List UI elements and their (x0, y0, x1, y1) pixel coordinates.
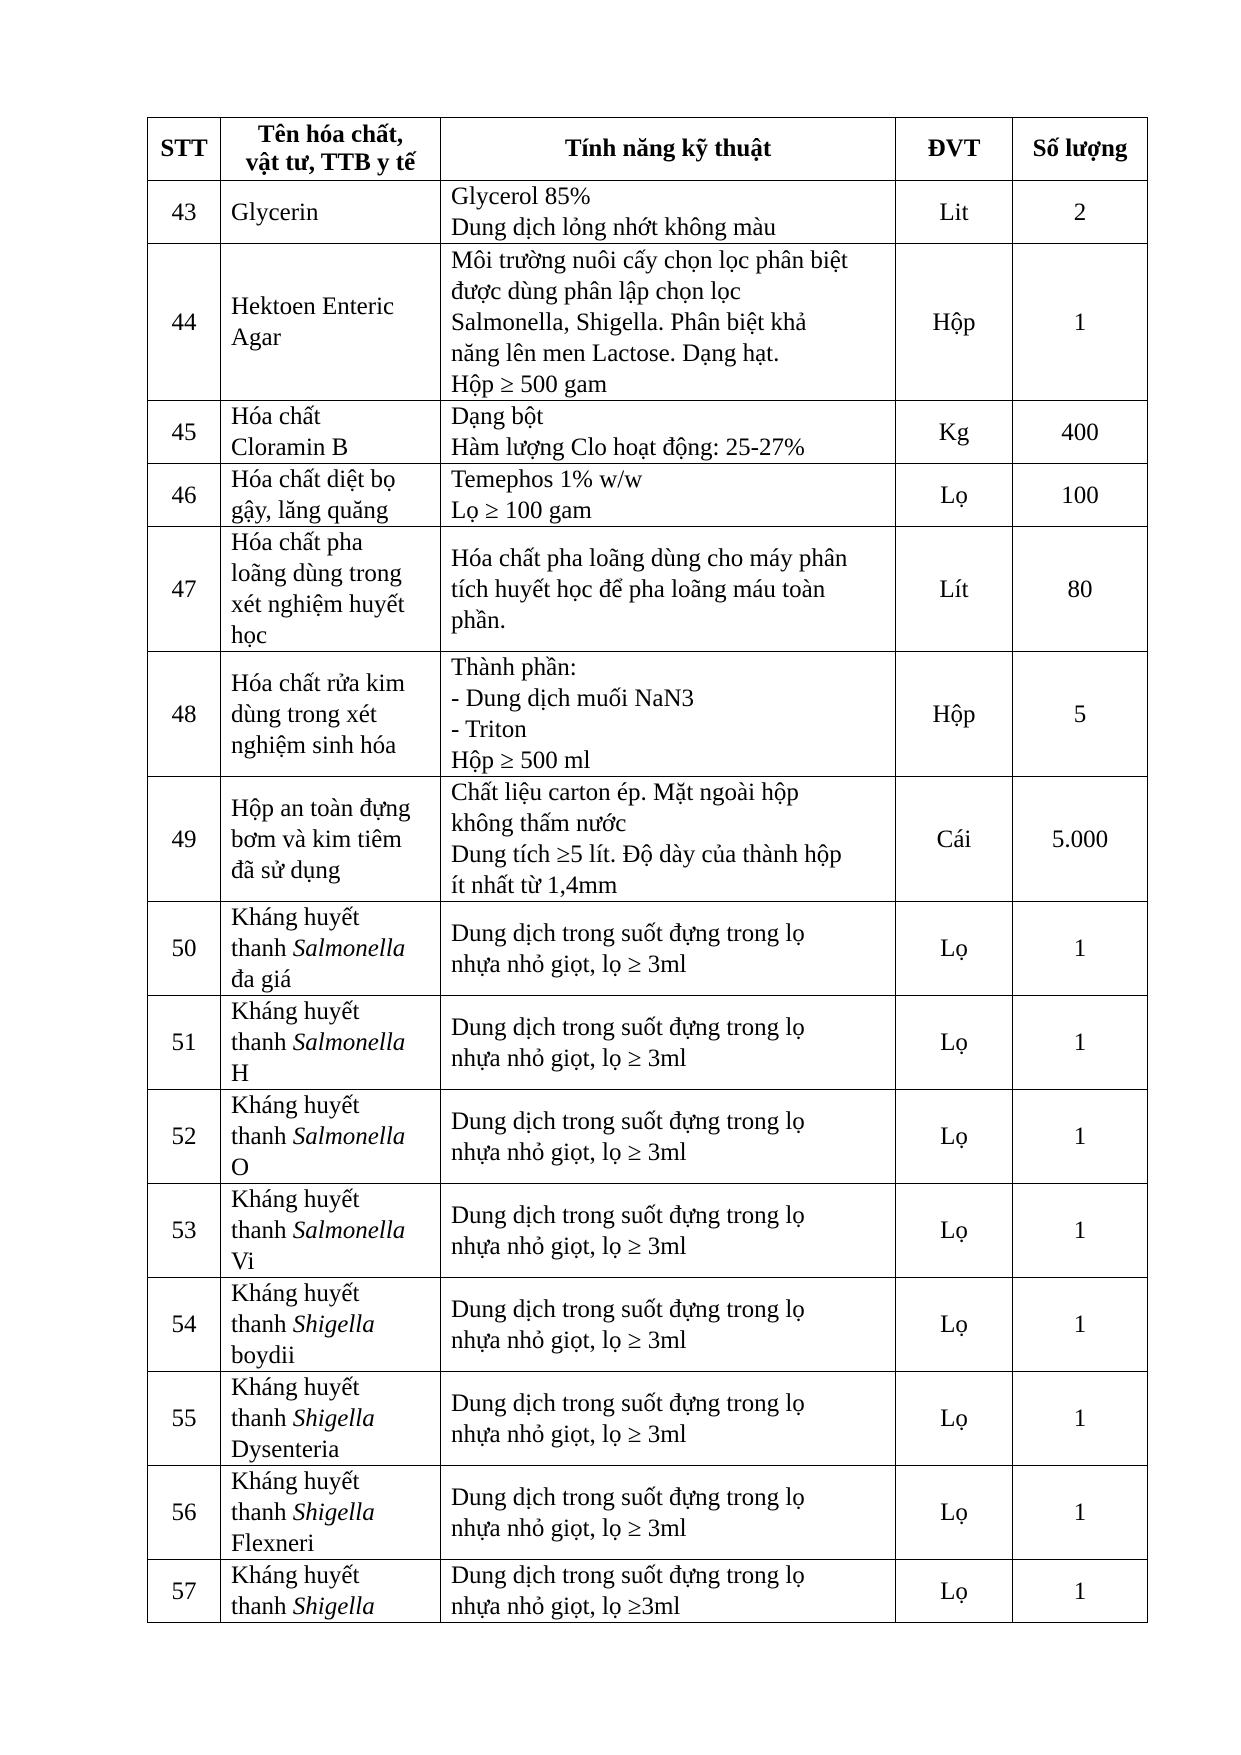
row-spec (441, 902, 896, 996)
spec-line: Dung dịch trong suốt đựng trong lọ (451, 1201, 805, 1229)
row-spec (441, 1184, 896, 1278)
table-row (148, 777, 1148, 902)
item-name-prefix: thanh (231, 1593, 293, 1620)
row-qty: 1 (1013, 1184, 1148, 1278)
item-name-line: boydii (231, 1342, 295, 1369)
item-name-line: Kháng huyết (231, 1092, 360, 1119)
item-name-line (231, 1121, 430, 1152)
spec-line: Dung dịch trong suốt đựng trong lọ (451, 1483, 805, 1511)
table-header-row (148, 118, 1148, 181)
item-name-line: Agar (231, 324, 281, 351)
spec-line: Thành phần: (451, 654, 577, 681)
row-qty: 5 (1013, 652, 1148, 777)
row-stt: 57 (148, 1560, 221, 1623)
row-spec (441, 996, 896, 1090)
item-name-line: Dysenteria (231, 1436, 340, 1463)
table-row (148, 1466, 1148, 1560)
spec-line: Hóa chất pha loãng dùng cho máy phân (451, 544, 848, 572)
row-unit: Cái (896, 777, 1013, 902)
spec-line: được dùng phân lập chọn lọc (451, 277, 741, 305)
item-name-line: loãng dùng trong (231, 560, 402, 587)
row-unit: Lọ (896, 996, 1013, 1090)
spec-line: Dung tích ≥5 lít. Độ dày của thành hộp (451, 841, 842, 868)
row-stt: 45 (148, 401, 221, 464)
item-name-genus: Shigella (292, 1499, 375, 1526)
item-name-line: O (231, 1154, 250, 1181)
row-qty: 2 (1013, 181, 1148, 244)
item-name-line: Flexneri (231, 1530, 315, 1557)
table-row (148, 902, 1148, 996)
item-name-genus: Salmonella (292, 1123, 406, 1150)
item-name-line (231, 1309, 430, 1340)
row-item-name (221, 777, 441, 902)
row-spec (441, 777, 896, 902)
table-row (148, 244, 1148, 401)
table-row (148, 181, 1148, 244)
item-name-line: đa giá (231, 966, 292, 993)
spec-line: nhựa nhỏ giọt, lọ ≥ 3ml (451, 950, 687, 978)
item-name-line: Kháng huyết (231, 1280, 360, 1307)
spec-line: nhựa nhỏ giọt, lọ ≥ 3ml (451, 1326, 687, 1354)
row-stt: 44 (148, 244, 221, 401)
item-name-line: đã sử dụng (231, 856, 341, 884)
spec-line: Hộp ≥ 500 gam (451, 370, 608, 398)
spec-line: không thấm nước (451, 810, 627, 837)
item-name-line: Glycerin (231, 198, 319, 226)
row-qty: 400 (1013, 401, 1148, 464)
item-name-genus: Shigella (292, 1311, 375, 1338)
table-row (148, 1560, 1148, 1623)
header-name-line1: Tên hóa chất, (257, 121, 404, 148)
row-item-name (221, 652, 441, 777)
row-stt: 47 (148, 527, 221, 652)
item-name-line (231, 1591, 430, 1622)
item-name-line: Hóa chất diệt bọ (231, 466, 396, 493)
header-unit: ĐVT (896, 118, 1013, 181)
spec-line: Temephos 1% w/w (451, 466, 643, 493)
row-spec (441, 401, 896, 464)
row-item-name (221, 1560, 441, 1623)
item-name-line: Cloramin B (231, 434, 349, 461)
item-name-line: bơm và kim tiêm (231, 825, 402, 853)
item-name-line: xét nghiệm huyết (231, 591, 405, 618)
spec-line: - Dung dịch muối NaN3 (451, 685, 695, 712)
table-row (148, 1090, 1148, 1184)
row-qty: 1 (1013, 996, 1148, 1090)
row-item-name (221, 1184, 441, 1278)
spec-line: - Triton (451, 716, 527, 743)
chemicals-spec-table (147, 117, 1148, 1623)
item-name-prefix: thanh (231, 1405, 293, 1432)
row-stt: 50 (148, 902, 221, 996)
item-name-line (231, 933, 430, 964)
row-stt: 48 (148, 652, 221, 777)
spec-line: Môi trường nuôi cấy chọn lọc phân biệt (451, 246, 848, 274)
row-spec (441, 181, 896, 244)
spec-line: Glycerol 85% (451, 183, 591, 210)
table-row (148, 527, 1148, 652)
spec-line: Dạng bột (451, 403, 544, 430)
row-unit: Lọ (896, 464, 1013, 527)
spec-line: Dung dịch lỏng nhớt không màu (451, 214, 776, 241)
row-stt: 49 (148, 777, 221, 902)
spec-line: nhựa nhỏ giọt, lọ ≥3ml (451, 1593, 681, 1620)
row-spec (441, 1278, 896, 1372)
table-row (148, 1278, 1148, 1372)
row-unit: Hộp (896, 652, 1013, 777)
row-item-name (221, 244, 441, 401)
row-stt: 53 (148, 1184, 221, 1278)
row-item-name (221, 527, 441, 652)
item-name-genus: Salmonella (292, 935, 406, 962)
row-unit: Kg (896, 401, 1013, 464)
row-qty: 1 (1013, 1278, 1148, 1372)
item-name-line (231, 1497, 430, 1528)
row-item-name (221, 1278, 441, 1372)
table-row (148, 401, 1148, 464)
row-unit: Lọ (896, 1560, 1013, 1623)
spec-line: Dung dịch trong suốt đựng trong lọ (451, 1295, 805, 1323)
spec-line: Hàm lượng Clo hoạt động: 25-27% (451, 434, 805, 461)
row-item-name (221, 902, 441, 996)
row-item-name (221, 996, 441, 1090)
item-name-line: Kháng huyết (231, 904, 360, 931)
item-name-line: Vi (231, 1248, 255, 1275)
spec-line: tích huyết học để pha loãng máu toàn (451, 575, 826, 603)
item-name-line: Hóa chất (231, 403, 321, 430)
spec-line: Hộp ≥ 500 ml (451, 747, 591, 774)
spec-line: Dung dịch trong suốt đựng trong lọ (451, 1107, 805, 1135)
table-body (148, 181, 1148, 1623)
row-unit: Lọ (896, 1090, 1013, 1184)
item-name-prefix: thanh (231, 1217, 293, 1244)
row-qty: 80 (1013, 527, 1148, 652)
row-stt: 46 (148, 464, 221, 527)
header-qty: Số lượng (1013, 118, 1148, 181)
header-stt: STT (148, 118, 221, 181)
item-name-prefix: thanh (231, 935, 293, 962)
spec-line: nhựa nhỏ giọt, lọ ≥ 3ml (451, 1514, 687, 1542)
row-unit: Hộp (896, 244, 1013, 401)
row-qty: 1 (1013, 1466, 1148, 1560)
header-spec: Tính năng kỹ thuật (441, 118, 896, 181)
spec-line: ít nhất từ 1,4mm (451, 872, 618, 899)
row-spec (441, 1560, 896, 1623)
item-name-line: Kháng huyết (231, 998, 360, 1025)
item-name-prefix: thanh (231, 1499, 293, 1526)
item-name-line: Kháng huyết (231, 1468, 360, 1495)
item-name-line: dùng trong xét (231, 700, 377, 728)
spec-line: nhựa nhỏ giọt, lọ ≥ 3ml (451, 1232, 687, 1260)
row-item-name (221, 1090, 441, 1184)
row-qty: 1 (1013, 1372, 1148, 1466)
row-stt: 43 (148, 181, 221, 244)
spec-line: Salmonella, Shigella. Phân biệt khả (451, 308, 807, 336)
row-qty: 1 (1013, 902, 1148, 996)
spec-line: phần. (451, 606, 506, 634)
row-stt: 56 (148, 1466, 221, 1560)
row-spec (441, 464, 896, 527)
item-name-prefix: thanh (231, 1311, 293, 1338)
row-spec (441, 244, 896, 401)
item-name-line: Kháng huyết (231, 1186, 360, 1213)
item-name-line: Kháng huyết (231, 1374, 360, 1401)
table-row (148, 464, 1148, 527)
item-name-line (231, 1215, 430, 1246)
row-item-name (221, 181, 441, 244)
row-item-name (221, 464, 441, 527)
spec-line: Chất liệu carton ép. Mặt ngoài hộp (451, 779, 799, 806)
row-spec (441, 1466, 896, 1560)
item-name-line: Hóa chất rửa kim (231, 669, 405, 697)
item-name-line: Hóa chất pha (231, 529, 363, 556)
table-row (148, 1184, 1148, 1278)
row-qty: 1 (1013, 1560, 1148, 1623)
item-name-line (231, 1027, 430, 1058)
item-name-genus: Shigella (292, 1405, 375, 1432)
spec-line: Dung dịch trong suốt đựng trong lọ (451, 1013, 805, 1041)
row-unit: Lít (896, 527, 1013, 652)
item-name-line: Kháng huyết (231, 1562, 360, 1589)
item-name-line: Hộp an toàn đựng (231, 794, 411, 822)
row-spec (441, 652, 896, 777)
spec-line: Dung dịch trong suốt đựng trong lọ (451, 919, 805, 947)
row-unit: Lọ (896, 1278, 1013, 1372)
row-spec (441, 1090, 896, 1184)
row-unit: Lọ (896, 902, 1013, 996)
item-name-line: nghiệm sinh hóa (231, 731, 397, 759)
row-stt: 54 (148, 1278, 221, 1372)
spec-line: nhựa nhỏ giọt, lọ ≥ 3ml (451, 1044, 687, 1072)
spec-line: Dung dịch trong suốt đựng trong lọ (451, 1389, 805, 1417)
item-name-genus: Salmonella (292, 1029, 406, 1056)
item-name-line (231, 1403, 430, 1434)
spec-line: nhựa nhỏ giọt, lọ ≥ 3ml (451, 1138, 687, 1166)
item-name-line: gậy, lăng quăng (231, 497, 389, 524)
row-unit: Lọ (896, 1184, 1013, 1278)
row-item-name (221, 401, 441, 464)
row-unit: Lọ (896, 1466, 1013, 1560)
header-name-line2: vật tư, TTB y tế (245, 149, 416, 176)
row-stt: 55 (148, 1372, 221, 1466)
row-spec (441, 527, 896, 652)
item-name-line: Hektoen Enteric (231, 293, 395, 320)
item-name-genus: Shigella (292, 1593, 375, 1620)
item-name-line: H (231, 1060, 250, 1087)
item-name-line: học (231, 622, 268, 649)
row-item-name (221, 1372, 441, 1466)
row-stt: 52 (148, 1090, 221, 1184)
table-row (148, 652, 1148, 777)
spec-line: Lọ ≥ 100 gam (451, 497, 592, 524)
spec-line: năng lên men Lactose. Dạng hạt. (451, 339, 780, 367)
item-name-prefix: thanh (231, 1123, 293, 1150)
row-spec (441, 1372, 896, 1466)
spec-line: nhựa nhỏ giọt, lọ ≥ 3ml (451, 1420, 687, 1448)
row-stt: 51 (148, 996, 221, 1090)
table-row (148, 996, 1148, 1090)
item-name-genus: Salmonella (292, 1217, 406, 1244)
row-unit: Lọ (896, 1372, 1013, 1466)
header-name (221, 118, 441, 181)
row-qty: 100 (1013, 464, 1148, 527)
row-qty: 1 (1013, 244, 1148, 401)
row-qty: 5.000 (1013, 777, 1148, 902)
row-item-name (221, 1466, 441, 1560)
row-unit: Lit (896, 181, 1013, 244)
table-row (148, 1372, 1148, 1466)
row-qty: 1 (1013, 1090, 1148, 1184)
spec-line: Dung dịch trong suốt đựng trong lọ (451, 1562, 805, 1589)
item-name-prefix: thanh (231, 1029, 293, 1056)
